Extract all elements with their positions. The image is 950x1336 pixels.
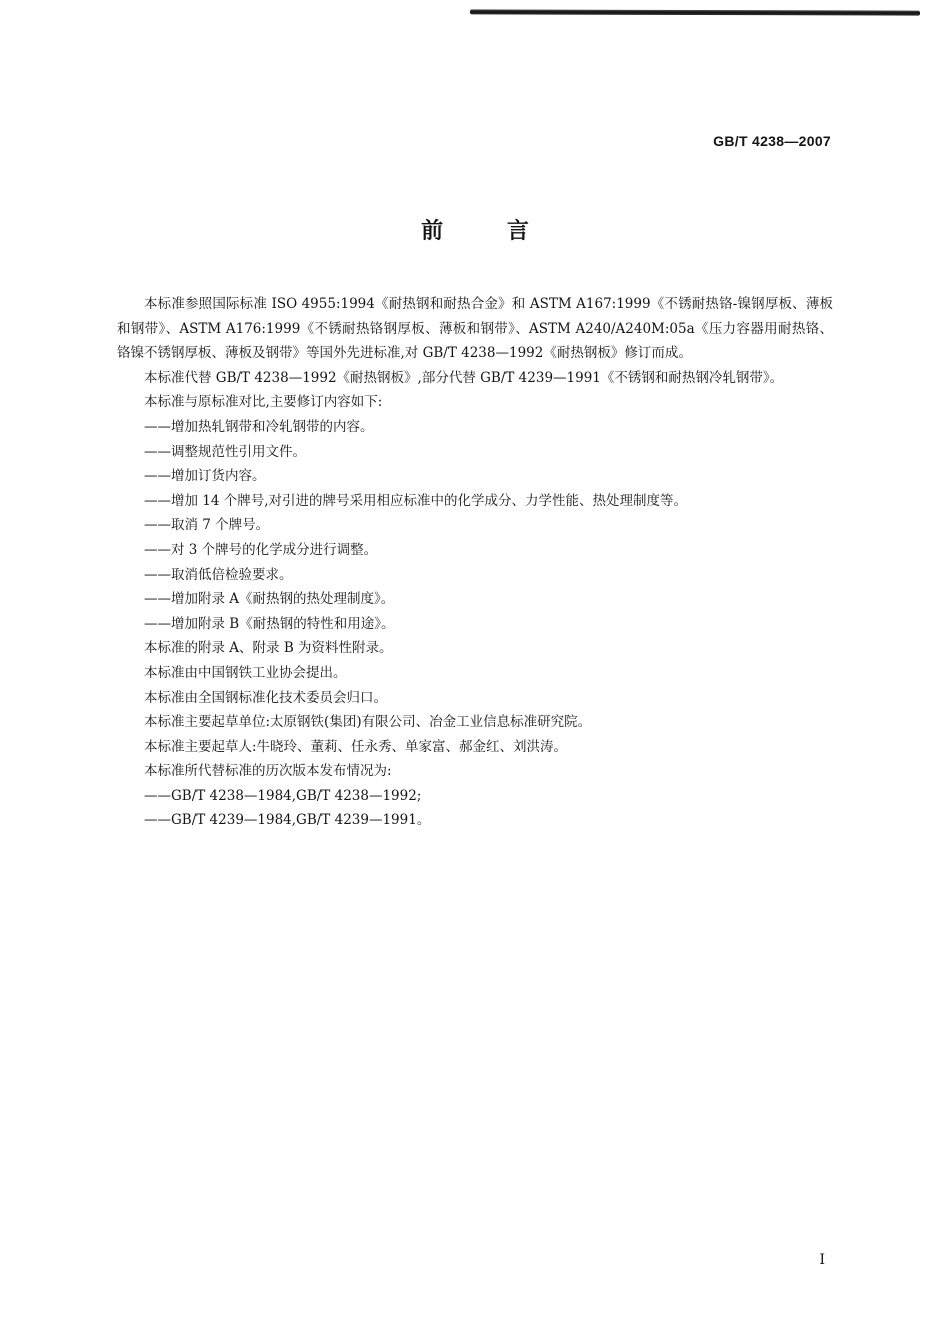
standard-code: GB/T 4238—2007 bbox=[713, 133, 831, 149]
scan-artifact-line bbox=[470, 9, 920, 15]
paragraph: 本标准与原标准对比,主要修订内容如下: bbox=[144, 394, 383, 411]
foreword-body bbox=[117, 292, 833, 833]
list-item: ——对 3 个牌号的化学成分进行调整。 bbox=[144, 541, 378, 558]
list-item: ——增加订货内容。 bbox=[144, 468, 266, 485]
list-item: ——取消低倍检验要求。 bbox=[144, 566, 293, 583]
page-title: 前 言 bbox=[421, 219, 557, 244]
paragraph: 本标准主要起草人:牛晓玲、董莉、任永秀、单家富、郝金红、刘洪涛。 bbox=[144, 738, 568, 755]
paragraph: 本标准代替 GB/T 4238—1992《耐热钢板》,部分代替 GB/T 4239—1991《不锈钢和耐热钢冷轧钢带》。 bbox=[144, 369, 784, 386]
paragraph: 本标准由全国钢标准化技术委员会归口。 bbox=[144, 689, 387, 706]
list-item: ——GB/T 4238—1984,GB/T 4238—1992; bbox=[144, 787, 422, 804]
list-item: ——GB/T 4239—1984,GB/T 4239—1991。 bbox=[144, 812, 431, 829]
paragraph: 本标准主要起草单位:太原钢铁(集团)有限公司、冶金工业信息标准研究院。 bbox=[144, 714, 592, 731]
page-number: I bbox=[819, 1252, 825, 1268]
list-item: ——取消 7 个牌号。 bbox=[144, 517, 270, 534]
list-item: ——调整规范性引用文件。 bbox=[144, 443, 306, 460]
paragraph: 本标准参照国际标准 ISO 4955:1994《耐热钢和耐热合金》和 ASTM A167:1999《不锈耐热铬-镍钢厚板、薄板和钢带》、ASTM A176:1999《不锈耐热铬钢厚板、薄板和钢带》、ASTM A240/A240M:05a《压力容器用耐热铬、铬镍不锈钢厚板、薄板及钢带》等国外先进标准,对 GB/T 4238—1992《耐热钢板》修订而成。 bbox=[117, 296, 833, 362]
list-item: ——增加附录 B《耐热钢的特性和用途》。 bbox=[144, 615, 395, 632]
list-item: ——增加附录 A《耐热钢的热处理制度》。 bbox=[144, 591, 395, 608]
paragraph: 本标准由中国钢铁工业协会提出。 bbox=[144, 664, 347, 681]
list-item: ——增加热轧钢带和冷轧钢带的内容。 bbox=[144, 418, 374, 435]
paragraph: 本标准所代替标准的历次版本发布情况为: bbox=[144, 763, 392, 780]
list-item: ——增加 14 个牌号,对引进的牌号采用相应标准中的化学成分、力学性能、热处理制度等。 bbox=[144, 492, 688, 509]
paragraph: 本标准的附录 A、附录 B 为资料性附录。 bbox=[144, 640, 393, 657]
